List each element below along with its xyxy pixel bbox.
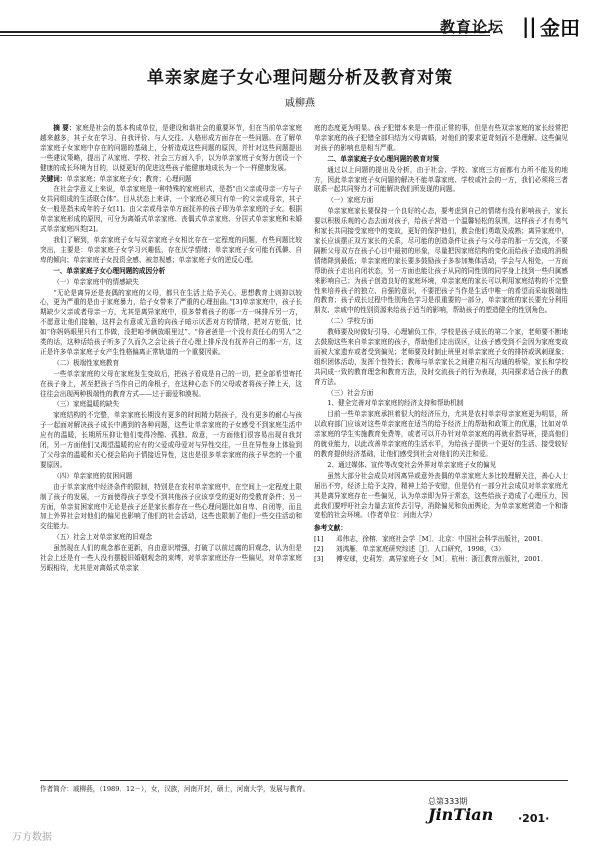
subsection-heading: （一）家庭方面 [327, 196, 374, 205]
paragraph: 在社会学意义上来说，单亲家庭是一种特殊的家庭形式，是指“由父亲或母亲一方与子女共同组成的生活联合体”。目从状态上来讲，一个家庭必须只有单一的父亲或母亲，其子女一般是指未成年的子女[1]。由父亲或母亲单方面抚养的孩子即为单亲家庭的子女。根据单亲家庭形成的原因，可分为离婚式单亲家庭、丧偶式单亲家庭、分居式单亲家庭和未婚式单亲家庭四类[2]。 [40, 185, 302, 234]
paragraph: 虽然大部分社会成员对因离异或意外丧偶的单亲家庭大多比较理解关注，善心人士届出不穷，经济上给予支持，精神上给予安慰，但是仍有一部分社会成员对单亲家庭尤其是离异家庭存在一些偏见，认为单亲即为异于常态，这些给孩子造成了心理压力，因此我们要呼吁社会力量去宣传去引导，消除偏见和负面舆论，为单亲家庭营造一个和谐宽松的社会环境。（作者单位：河南大学） [314, 471, 568, 520]
reference-number: [3] [314, 555, 324, 564]
keywords [40, 175, 302, 185]
subsection-heading: （二）学校方面 [327, 317, 374, 326]
reference-text: 刘鸿雁．单亲家庭研究综述［J］．人口研究，1998，（3） [336, 545, 505, 554]
author-note: 作者简介：戚柳燕，（1989．12－），女，汉族，河南开封，硕士，河南大学，发展与教育。 [40, 785, 310, 793]
paragraph: 1、健全完善对单亲家庭的经济支持和帮助机制 [327, 399, 464, 408]
paragraph: 庭的态度更为明显。孩子犯错本来是一件很正常的事，但是有些双亲家庭的家长经常把单亲家庭的孩子犯错全部归结为父母离婚，对他们的要求更苛刻而不是理解。这些偏见对孩子的影响也是相当严重。 [314, 124, 568, 152]
abstract-text: 家庭是社会的基本构成单位，是建设和谐社会的重要环节，但在当前单亲家庭越来越多，其子女在学习、自我评价、与人交往、人格形成方面存在一些问题。在了解单亲家庭子女家庭中存在的问题的基础上，分析造成这些问题的原因，并针对这些问题提出一些建议策略，提出了从家庭、学校、社会三方面入手，以为单亲家庭子女努力创设一个健康的成长环境为目的，以便更好的促进这些孩子能健康地成长为一个一样健康发展。 [40, 124, 303, 172]
issue-number: 总第333期 [428, 797, 468, 806]
paragraph: 虽然现在人们的观念都在更新，自由意识增强，打破了以前过腐的旧观念，认为但是社会上还是有一些人没有摆脱旧婚姻观念的束缚，对单亲家庭还存一些偏见，对单亲家庭另眼相待，尤其是对离婚式单亲家 [40, 544, 302, 572]
journal-logo: 金田 [540, 16, 580, 40]
subsection-heading: （二）极端性家庭教育 [53, 358, 120, 367]
footnote-rule [40, 780, 568, 781]
section-heading: 一、单亲家庭子女心理问题的成因分析 [53, 266, 166, 275]
watermark: 万方数据 [12, 832, 52, 843]
subsection-heading: （三）家庭温暖的缺失 [53, 400, 120, 409]
article-title: 单亲家庭子女心理问题分析及教育对策 [147, 68, 453, 88]
paragraph: 由于单亲家庭中经济条件的限制，特别是在农村单亲家庭中，在空间上一定程度上限制了孩子的发展，一方面使得孩子享受不到其他孩子应该享受的更好的受教育条件；另一方面，单亲贫困家庭中无论是孩子还是家长都存在一些心理问题比如自卑、自闭等，而且加上外界社会对他们的偏见也影响了他们的社会活动，这些也限制了他们一些交往活动和交往能力。 [40, 482, 302, 531]
reference-item [314, 545, 568, 555]
header-bars-icon: || [522, 14, 537, 38]
subsection-heading: （一）单亲家庭中的情感缺失 [53, 277, 139, 286]
keywords-text: 单亲家庭；单亲家庭子女；教育；心理问题 [66, 174, 192, 183]
paragraph: 家庭结构的不完整，单亲家庭长期没有更多的时间精力陪孩子，没有更多的耐心与孩子一起面对解决孩子成长中遇到的各种问题，这些让单亲家庭的子女感受不到家庭生活中应有的温暖，长期所压抑让他们变得冷酷、孤独、敌意，一方面他们很容易出现自我封闭，另一方面他们又渴望温暖的应有的父爱或母爱对与异性交往，一旦在异性身上体验到了父母亲的温暖和关心便会陷向于情接近异性，这也是很多单亲家庭的孩子早恋的一个重要原因。 [40, 411, 302, 469]
left-column [40, 124, 302, 575]
paragraph: 目前一些单亲家庭承担着很大的经济压力，尤其是农村单亲母亲家庭更为明显，所以政府部门应该对这些单亲家庭在适当的给予经济上的帮助和政策上的优惠，比如对单亲家庭的学生实施教育免费等，或者可以开办针对单亲家庭的再就业指导班，提高他们的就业能力，以此改善单亲家庭的生活水平，为给孩子提供一个更好的生活、接受较好的教育提供经济基础，让他们感受到社会对他们的关注和爱。 [314, 410, 568, 458]
reference-number: [2] [314, 545, 324, 554]
header-rule-thin [0, 35, 490, 36]
page-number: ·201· [518, 812, 550, 825]
paragraph: 通过以上问题的提出及分析，由于社会、学校、家庭三方面都有力所不能及的地方，因此单亲家庭子女问题的解决不能单靠家庭、学校或社会的一方，我们必须将三者联系一起共同努力才可能解决我们所发现的问题。 [314, 165, 568, 194]
column-name: 教育论坛 [440, 18, 505, 36]
paragraph: 我们了解到，单亲家庭子女与双亲家庭子女相比存在一定程度的问题，有些问题比较突出，主要是：单亲家庭子女学习兴趣低，存在厌学情绪；单亲家庭子女可能有孤僻、自卑的倾向；单亲家庭子女投资全感、被忽视感；单亲家庭子女的逆反心理。 [40, 235, 302, 264]
paragraph: 单亲家庭家长要保持一个良好的心态，要考虑到自己的情绪有没有影响孩子，家长要以积极乐观的心态去面对孩子，给孩子营造一个温馨轻松的氛围，这样孩子才有勇气和家长共同接受家庭中的变故，更好的保护他们，教会他们勇敢及成熟；离异家庭中，家长应该摆正双方家长的关系，尽可能的创造条件让孩子与父母亲的那一方交流，不要隔断父母双方在孩子心目中最初的形象，尽量把因家庭结构的变化而给孩子造成的消极情绪降到最低；单亲家庭的家长要多鼓励孩子多参加集体活动，学会与人相处，一方面帮助孩子走出自闭状态，另一方面也能让孩子从同的同性别的同学身上找到一些归属感来影响自己；为孩子创造良好的家庭环境，单亲家庭的家长可以利用家庭结构的不完整性来培养孩子的独立、自强的意识，不要把孩子当作是生活中唯一的希望而采取极端性的教育；孩子成长过程中性别角色学习是很重要的一部分，单亲家庭的家长要充分利用朋友、亲戚中的性别资源来给孩子适当的影响，帮助孩子的塑造健全的性别角色。 [314, 207, 568, 315]
header-rule [0, 31, 490, 33]
references [314, 524, 568, 565]
references-title: 参考文献： [314, 524, 347, 533]
paragraph: 一些单亲家庭的父母在家庭发生变故后，把孩子看成是自己的一切，把全部希望寄托在孩子身上，甚至把孩子当作自己的命根子，在这种心态下的父母或者将孩子捧上天，这往往会出现两种极端性的教育方式——过于溺爱和漠视。 [40, 369, 302, 398]
keywords-label: 关键词： [40, 174, 67, 183]
reference-text: 邓伟志，徐榕．家庭社会学［M］．北京：中国社会科学出版社，2001． [336, 535, 548, 544]
article-author: 戚柳燕 [285, 98, 315, 109]
abstract [40, 124, 302, 174]
right-column [314, 124, 568, 565]
reference-item [314, 535, 568, 545]
reference-number: [1] [314, 535, 324, 544]
abstract-label: 摘 要： [53, 124, 76, 132]
journal-brand: JinTian [428, 805, 494, 824]
subsection-heading: （三）社会方面 [327, 388, 374, 397]
paragraph: “无论是离异还是丧偶的家庭的父母，都只在生活上给予关心，思想教育上则抑以较心，更为严重的是由于家庭暴力，给子女带来了严重的心理扭曲。”[3]单亲家庭中，孩子长期缺少父亲或者母亲一方，尤其是离异家庭中，很多带着孩子的那一方一味排斥另一方，不愿意让他们接触，这样会有意或无意的向孩子暗示厌恶对方的情绪，把对方贬低，比如“你妈妈眼里只有工作做，没把咱爷俩放眼里过”、“你爸爸是一个没有责任心的男人”之类的话，这种话给孩子听多了久而久之会让孩子在心理上排斥没有抚养自己的那一方，这正是许多单亲家庭子女产生性格偏离正常轨道的一个重要因素。 [40, 288, 302, 356]
section-heading: 二、单亲家庭子女心理问题的教育对策 [327, 154, 440, 163]
subsection-heading: （四）单亲家庭的贫困问题 [53, 471, 133, 480]
page-header [0, 18, 600, 48]
subsection-heading: （五）社会上对单亲家庭的旧观念 [53, 533, 153, 542]
reference-item [314, 555, 568, 565]
reference-text: 傅安球，史莉芳．离异家庭子女［M］．杭州：浙江教育出版社，2001． [336, 555, 548, 564]
paragraph: 教师要及时做好引导、心理辅负工作，学校是孩子成长的第二个家，老师要不断地去鼓励这些来自单亲家庭的孩子，帮助他们走出误区，让孩子感受到不会因为家庭变故而被大家遗弃或者受到偏见；老师要及时制止班里对单亲家庭子女的排挤或讽刺现象；组织团体活动，发挥个性特长；教师与单亲家长之间建立相互沟通的桥梁，家长和学校共同成一致的教育理念和教育方法，及时交流孩子的行为表现，共同探求适合孩子的教育方法。 [314, 328, 568, 386]
paragraph: 2、通过媒体、宣传等改变社会外界对单亲家庭子女的偏见 [327, 460, 497, 469]
